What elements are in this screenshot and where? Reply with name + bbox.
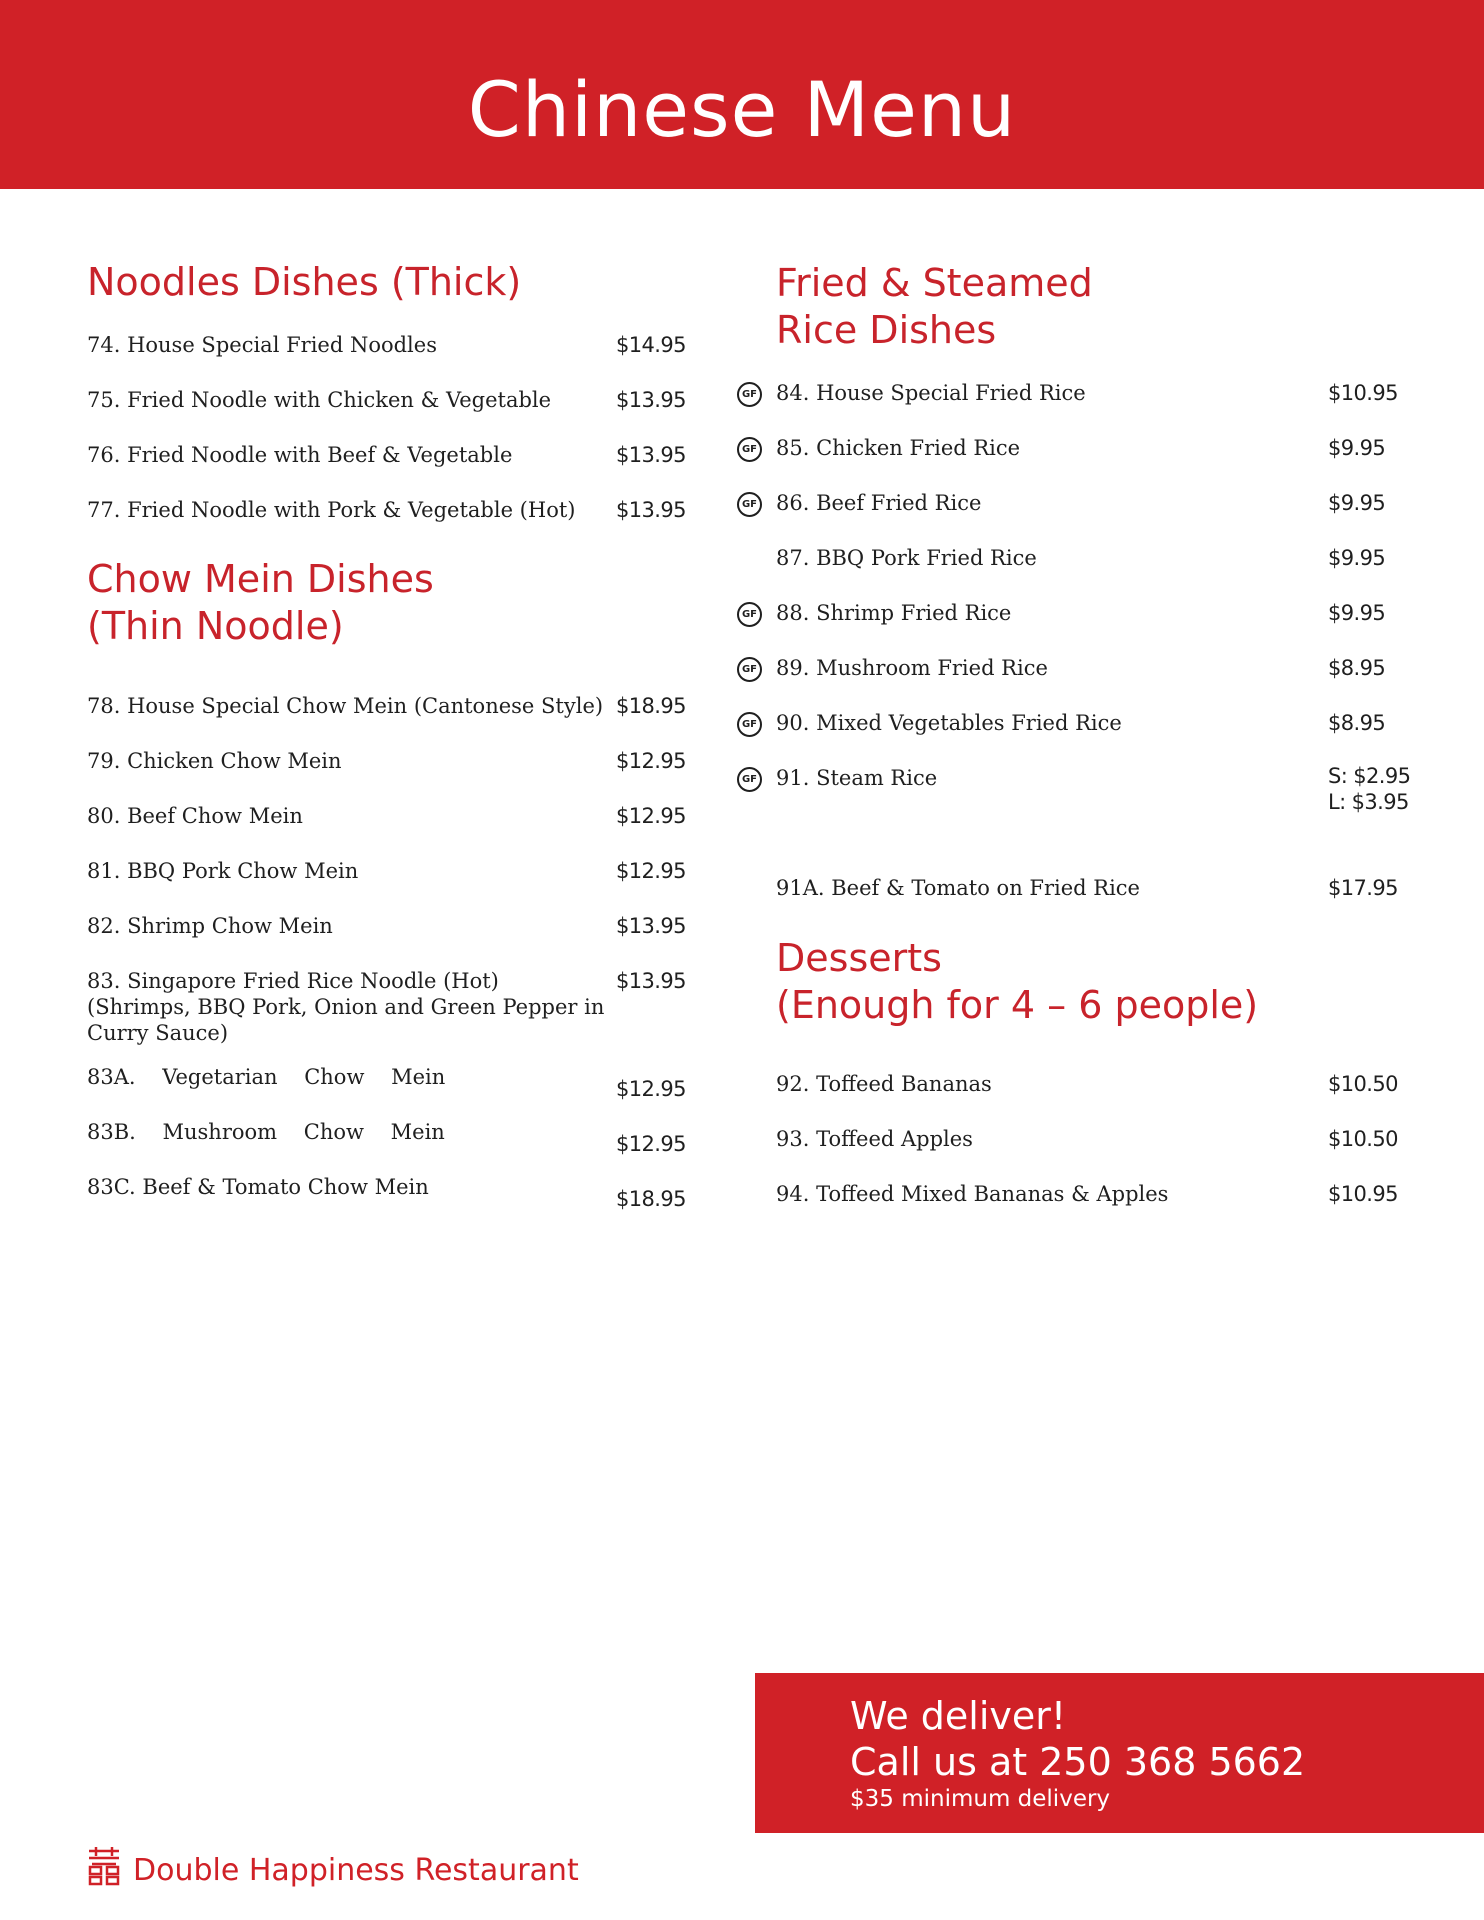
menu-item — [87, 442, 687, 472]
delivery-headline: We deliver! — [850, 1694, 1067, 1738]
menu-item — [87, 1064, 687, 1104]
item-price: $10.95 — [1328, 1182, 1398, 1206]
menu-item — [87, 968, 687, 1050]
gluten-free-icon: GF — [737, 492, 762, 517]
gluten-free-icon: GF — [737, 602, 762, 627]
item-price: $10.50 — [1328, 1127, 1398, 1151]
item-name: 80. Beef Chow Mein — [87, 804, 303, 828]
item-name: 87. BBQ Pork Fried Rice — [776, 546, 1037, 570]
item-price: $9.95 — [1328, 546, 1386, 570]
item-price: $10.95 — [1328, 381, 1398, 405]
item-price: $8.95 — [1328, 656, 1386, 680]
item-price: $9.95 — [1328, 436, 1386, 460]
item-price-large: L: $3.95 — [1328, 790, 1409, 814]
item-price: $12.95 — [616, 859, 686, 883]
item-price: $12.95 — [616, 1077, 686, 1101]
delivery-phone: Call us at 250 368 5662 — [850, 1740, 1306, 1784]
item-price: $9.95 — [1328, 601, 1386, 625]
item-name: 83B. Mushroom Chow Mein — [87, 1120, 445, 1144]
item-name: 92. Toffeed Bananas — [776, 1072, 992, 1096]
item-name: 83C. Beef & Tomato Chow Mein — [87, 1175, 429, 1199]
menu-item — [87, 1119, 687, 1159]
menu-item — [87, 748, 687, 778]
item-price: $12.95 — [616, 804, 686, 828]
item-price: $13.95 — [616, 498, 686, 522]
item-name: 94. Toffeed Mixed Bananas & Apples — [776, 1182, 1169, 1206]
menu-item — [776, 655, 1426, 685]
item-name: 86. Beef Fried Rice — [776, 491, 982, 515]
section-title-rice-line1: Fried & Steamed — [776, 261, 1093, 305]
delivery-minimum: $35 minimum delivery — [850, 1786, 1111, 1812]
menu-item — [776, 380, 1426, 410]
item-price: $8.95 — [1328, 711, 1386, 735]
item-name: 81. BBQ Pork Chow Mein — [87, 859, 359, 883]
item-name: 90. Mixed Vegetables Fried Rice — [776, 711, 1122, 735]
item-price: $13.95 — [616, 969, 686, 993]
section-title-desserts-line2: (Enough for 4 – 6 people) — [776, 983, 1259, 1027]
menu-item — [87, 858, 687, 888]
section-title-noodles-thick: Noodles Dishes (Thick) — [87, 260, 522, 304]
item-name: 83A. Vegetarian Chow Mein — [87, 1065, 446, 1089]
menu-item — [776, 875, 1426, 905]
header-banner — [0, 0, 1484, 189]
gluten-free-icon: GF — [737, 382, 762, 407]
gluten-free-icon: GF — [737, 657, 762, 682]
double-happiness-icon — [87, 1846, 121, 1886]
item-name: 76. Fried Noodle with Beef & Vegetable — [87, 443, 513, 467]
item-name: 89. Mushroom Fried Rice — [776, 656, 1048, 680]
item-name: 84. House Special Fried Rice — [776, 381, 1086, 405]
gluten-free-icon: GF — [737, 767, 762, 792]
section-title-chow-mein-line1: Chow Mein Dishes — [87, 557, 434, 601]
item-price: $9.95 — [1328, 491, 1386, 515]
item-name: 78. House Special Chow Mein (Cantonese Style) — [87, 694, 604, 718]
menu-item — [87, 332, 687, 362]
item-price-small: S: $2.95 — [1328, 764, 1411, 788]
item-name: 93. Toffeed Apples — [776, 1127, 973, 1151]
menu-item — [776, 1126, 1426, 1156]
item-price: $18.95 — [616, 694, 686, 718]
menu-item — [776, 1071, 1426, 1101]
section-title-rice-line2: Rice Dishes — [776, 308, 997, 352]
menu-item — [87, 913, 687, 943]
item-name: 79. Chicken Chow Mein — [87, 749, 342, 773]
item-name: 82. Shrimp Chow Mein — [87, 914, 333, 938]
item-name: 91A. Beef & Tomato on Fried Rice — [776, 876, 1140, 900]
item-name: 74. House Special Fried Noodles — [87, 333, 437, 357]
gluten-free-icon: GF — [737, 437, 762, 462]
menu-item — [776, 710, 1426, 740]
item-name: 77. Fried Noodle with Pork & Vegetable (Hot) — [87, 498, 576, 522]
menu-item — [87, 497, 687, 527]
item-name-line3: Curry Sauce) — [87, 1021, 229, 1045]
item-name-line2: (Shrimps, BBQ Pork, Onion and Green Pepper in — [87, 995, 605, 1019]
item-price: $13.95 — [616, 443, 686, 467]
item-name: 91. Steam Rice — [776, 766, 938, 790]
menu-item — [776, 600, 1426, 630]
item-price: $17.95 — [1328, 876, 1398, 900]
section-title-desserts-line1: Desserts — [776, 936, 942, 980]
menu-item — [776, 765, 1426, 825]
restaurant-name: Double Happiness Restaurant — [133, 1853, 579, 1888]
item-price: $10.50 — [1328, 1072, 1398, 1096]
item-price: $13.95 — [616, 914, 686, 938]
menu-item — [776, 545, 1426, 575]
item-name: 85. Chicken Fried Rice — [776, 436, 1021, 460]
menu-item — [87, 803, 687, 833]
item-name: 88. Shrimp Fried Rice — [776, 601, 1012, 625]
menu-item — [87, 387, 687, 417]
menu-item — [87, 693, 687, 723]
menu-item — [776, 435, 1426, 465]
item-price: $14.95 — [616, 333, 686, 357]
item-price: $18.95 — [616, 1187, 686, 1211]
page-title: Chinese Menu — [467, 65, 1017, 154]
menu-item — [776, 490, 1426, 520]
menu-item — [776, 1181, 1426, 1211]
gluten-free-icon: GF — [737, 712, 762, 737]
item-price: $12.95 — [616, 1132, 686, 1156]
item-name: 75. Fried Noodle with Chicken & Vegetable — [87, 388, 552, 412]
delivery-banner — [755, 1673, 1484, 1833]
item-name-line1: 83. Singapore Fried Rice Noodle (Hot) — [87, 969, 499, 993]
menu-item — [87, 1174, 687, 1214]
item-price: $12.95 — [616, 749, 686, 773]
item-price: $13.95 — [616, 388, 686, 412]
section-title-chow-mein-line2: (Thin Noodle) — [87, 604, 344, 648]
